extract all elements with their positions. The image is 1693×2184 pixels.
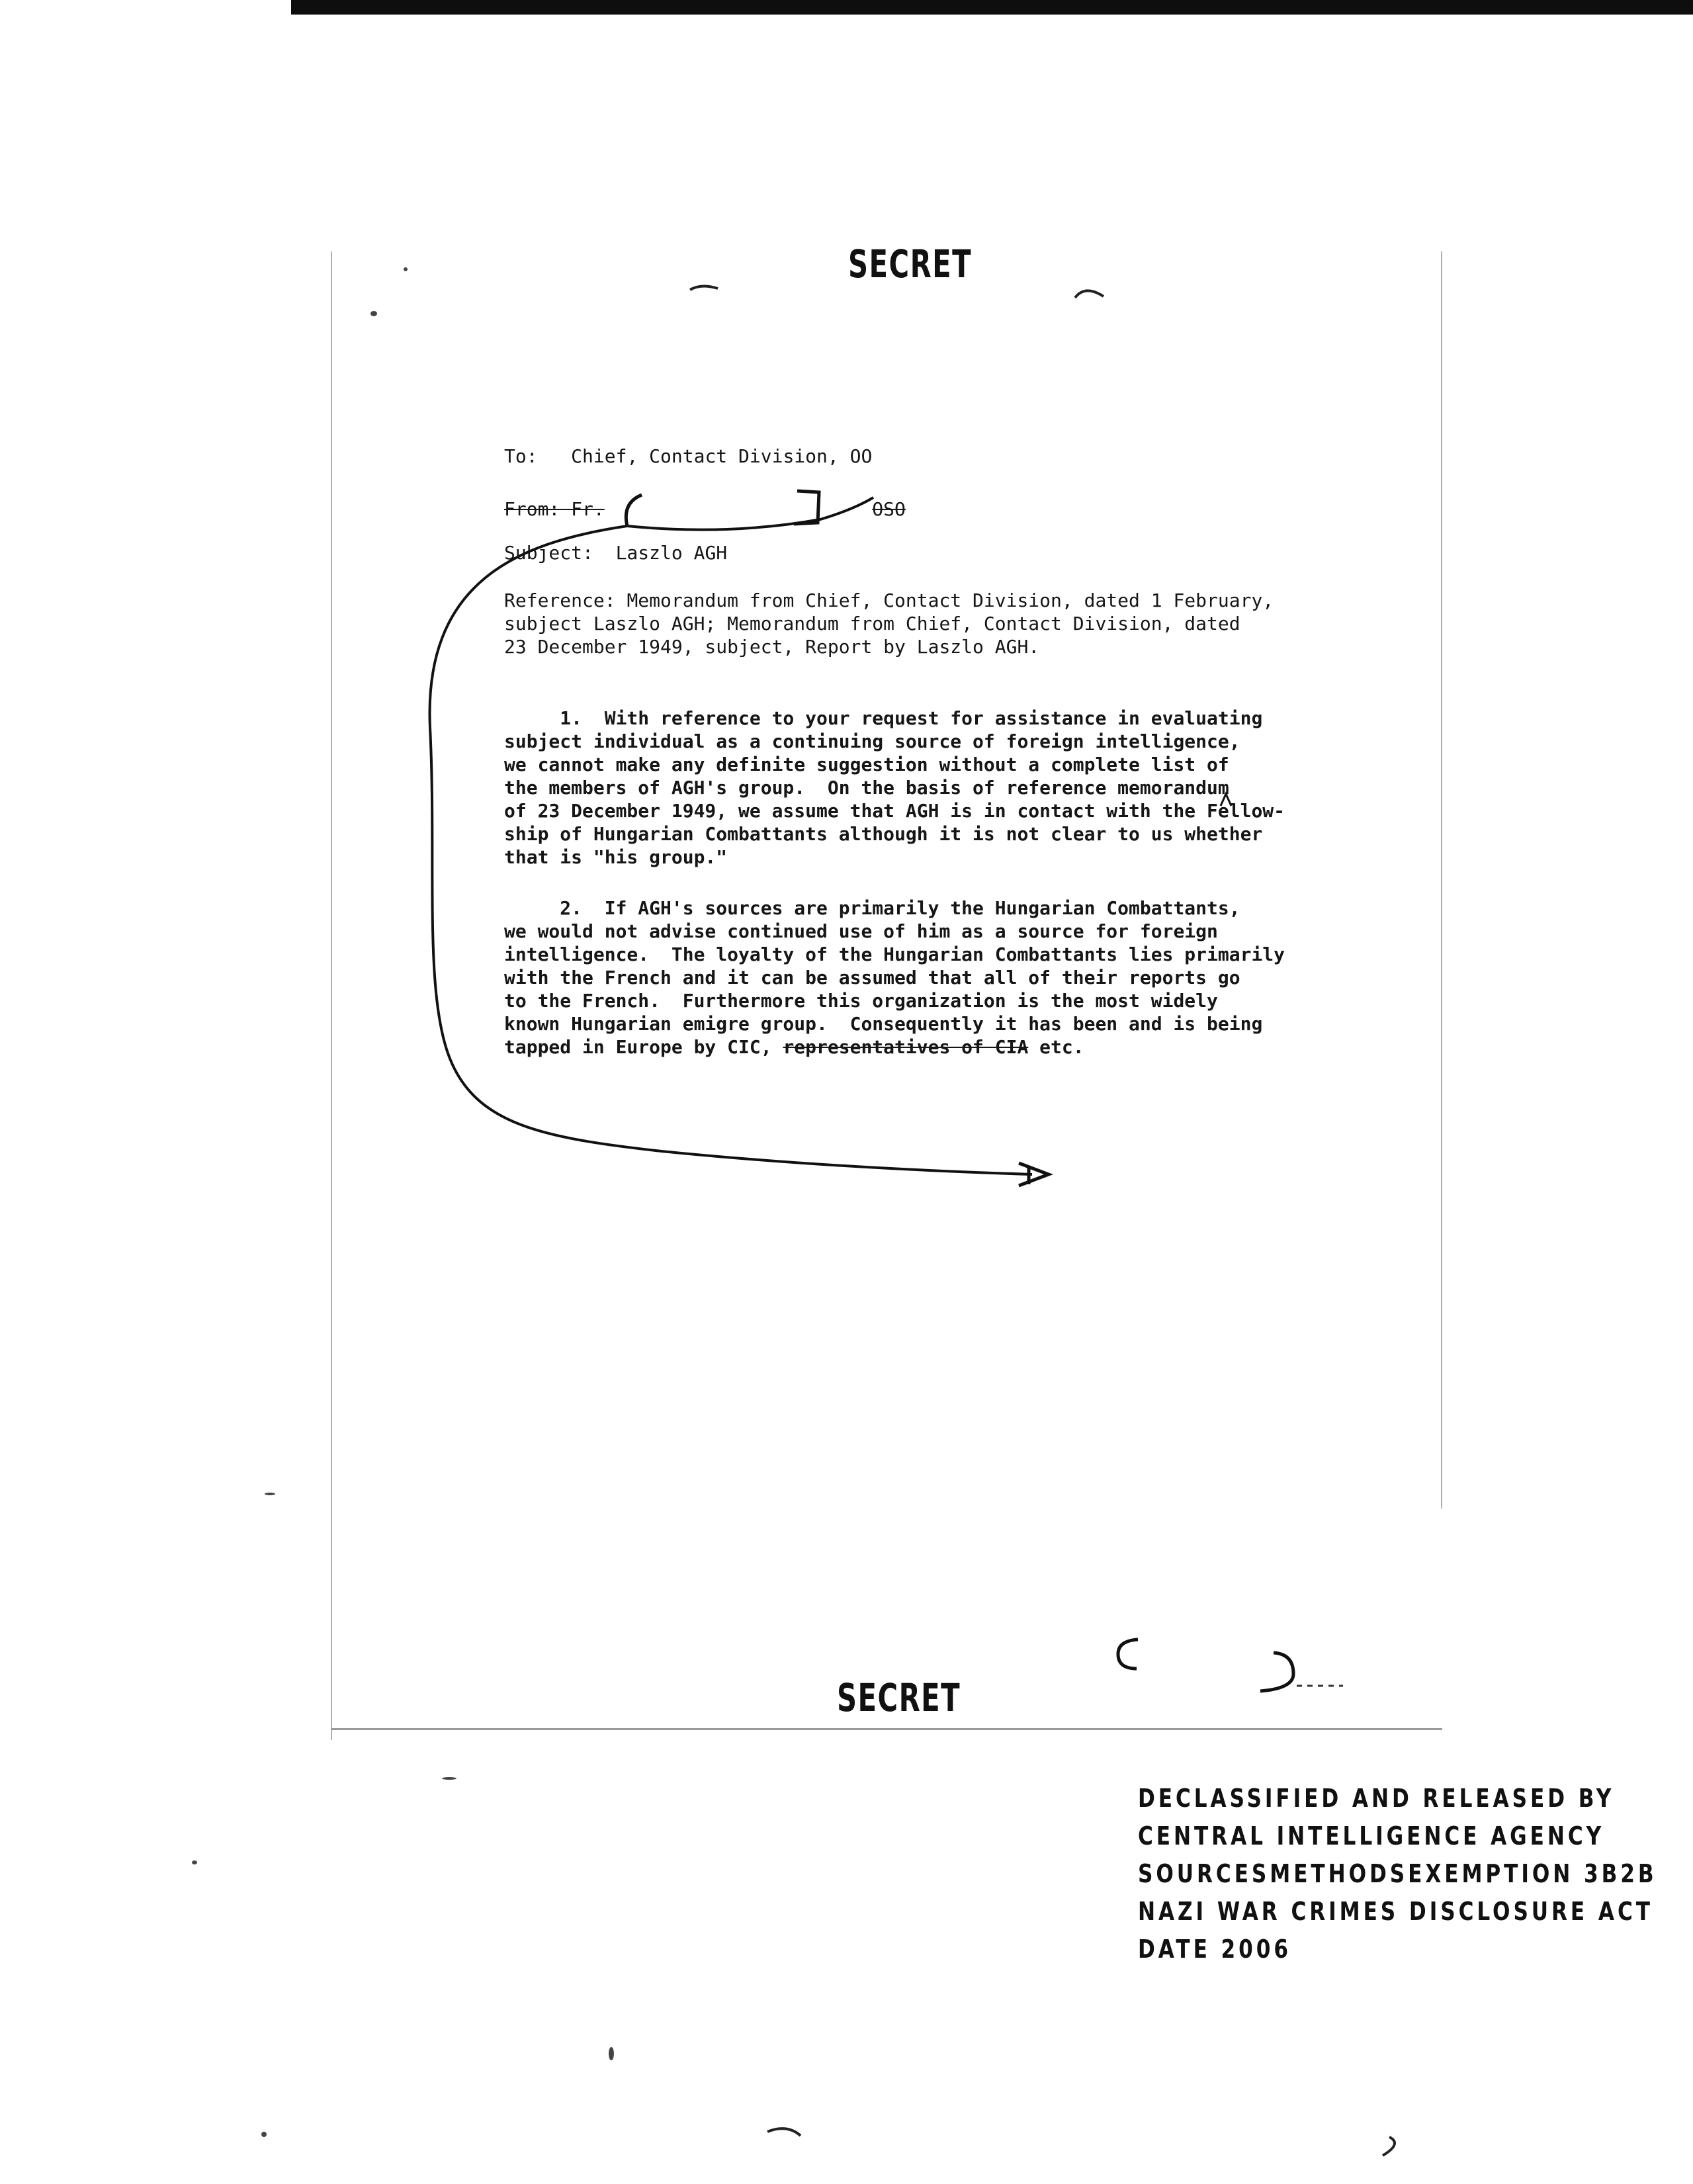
paragraph-line: intelligence. The loyalty of the Hungarian Combattants lies primarily <box>504 943 1285 965</box>
paragraph-line-prefix: tapped in Europe by CIC, <box>504 1036 783 1058</box>
stamp-line: DECLASSIFIED AND RELEASED BY <box>1138 1784 1615 1813</box>
paragraph-line: known Hungarian emigre group. Consequently it has been and is being <box>504 1013 1263 1035</box>
stamp-line: SOURCESMETHODSEXEMPTION 3B2B <box>1138 1859 1657 1888</box>
paragraph-line: we cannot make any definite suggestion without a complete list of <box>504 754 1229 775</box>
reference-label: Reference: <box>504 590 616 611</box>
paragraph-line: 1. With reference to your request for assistance in evaluating <box>504 707 1263 729</box>
struck-text: representatives of CIA <box>783 1036 1029 1058</box>
paragraph-line-suffix: etc. <box>1028 1036 1084 1058</box>
reference-line: Memorandum from Chief, Contact Division, dated 1 February, <box>627 590 1274 611</box>
redaction-curl <box>627 498 873 530</box>
bottom-bracket-close <box>1260 1653 1293 1691</box>
paragraph-line: the members of AGH's group. On the basis of reference memorandum <box>504 777 1229 799</box>
scan-speck <box>261 2132 267 2137</box>
from-suffix: OSO <box>872 498 906 520</box>
reference-line: 23 December 1949, subject, Report by Laszlo AGH. <box>504 636 1040 658</box>
scan-speck <box>609 2047 614 2060</box>
redaction-bracket-open <box>626 495 642 526</box>
to-value: Chief, Contact Division, OO <box>571 445 873 467</box>
to-label: To: <box>504 445 538 467</box>
paragraph-line: of 23 December 1949, we assume that AGH is in contact with the Fellow- <box>504 800 1285 822</box>
routing-arrow <box>429 526 1032 1174</box>
reference-line: subject Laszlo AGH; Memorandum from Chief, Contact Division, dated <box>504 613 1240 634</box>
classification-header: SECRET <box>848 241 973 286</box>
paragraph-line: to the French. Furthermore this organization is the most widely <box>504 990 1218 1012</box>
stamp-line: NAZI WAR CRIMES DISCLOSURE ACT <box>1138 1897 1653 1926</box>
stamp-line: CENTRAL INTELLIGENCE AGENCY <box>1138 1821 1605 1851</box>
from-label: From: Fr. <box>504 498 605 520</box>
classification-footer: SECRET <box>837 1675 961 1720</box>
paragraph-line: ship of Hungarian Combattants although it is not clear to us whether <box>504 823 1263 845</box>
stamp-line: DATE 2006 <box>1138 1935 1291 1964</box>
corner-scribble <box>1383 2137 1395 2156</box>
scan-speck <box>370 311 377 316</box>
subject-value: Laszlo AGH <box>615 542 728 564</box>
corner-tick-left <box>690 286 718 290</box>
corner-tick-right <box>1075 290 1104 298</box>
scan-speck <box>192 1860 197 1864</box>
insertion-caret <box>1221 794 1231 806</box>
bottom-bracket-open <box>1118 1639 1138 1669</box>
paragraph-line: with the French and it can be assumed that all of their reports go <box>504 967 1240 988</box>
bottom-scribble <box>767 2128 801 2136</box>
scan-speck <box>442 1777 456 1780</box>
paragraph-line: we would not advise continued use of him as a source for foreign <box>504 920 1218 942</box>
scan-speck <box>404 267 408 271</box>
paragraph-line: subject individual as a continuing source of foreign intelligence, <box>504 730 1240 752</box>
scan-speck <box>265 1493 275 1495</box>
paragraph-line: 2. If AGH's sources are primarily the Hungarian Combattants, <box>504 897 1240 919</box>
subject-label: Subject: <box>504 542 593 564</box>
paragraph-line: that is "his group." <box>504 846 728 868</box>
